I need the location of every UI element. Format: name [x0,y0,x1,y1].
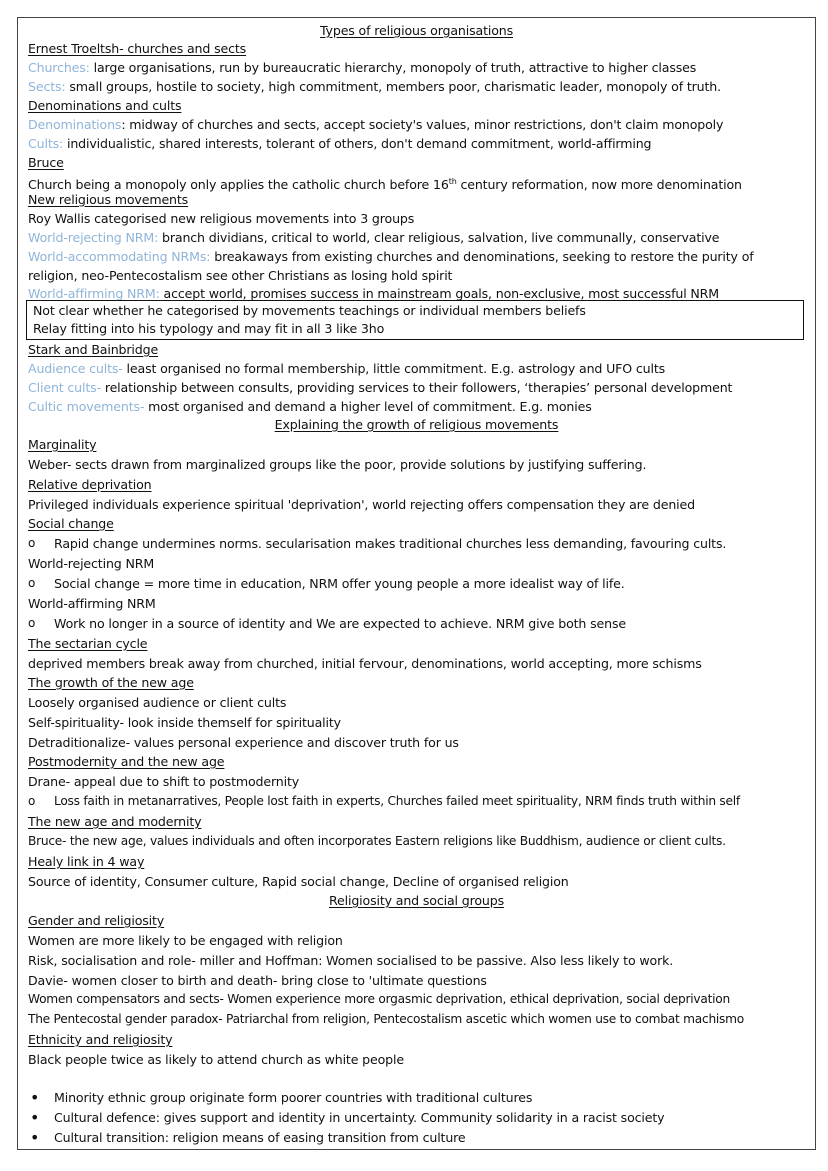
cults-term: Cults: [28,136,64,151]
sectarian-cycle-text: deprived members break away from churched, initial fervour, denominations, world accepting, more schisms [28,656,702,671]
world-affirming-definition: World-affirming NRM: accept world, promises success in mainstream goals, non-exclusive, most successful NRM [28,286,719,301]
criticism-line-2: Relay fitting into his typology and may fit in all 3 like 3ho [33,321,385,336]
denominations-term: Denominations [28,117,122,132]
modernity-heading: The new age and modernity [28,814,202,829]
relative-deprivation-text: Privileged individuals experience spiritual 'deprivation', world rejecting offers compensation they are denied [28,497,695,512]
cultic-movements-definition: Cultic movements- most organised and demand a higher level of commitment. E.g. monies [28,399,592,414]
world-accommodating-definition: World-accommodating NRMs: breakaways from existing churches and denominations, seeking to restore the purity of [28,249,754,264]
document-page [17,17,816,1150]
cultic-movements-term: Cultic movements- [28,399,145,414]
gender-line-4: Women compensators and sects- Women experience more orgasmic deprivation, ethical deprivation, social deprivation [28,992,730,1006]
ethnicity-bullet: • Minority ethnic group originate form poorer countries with traditional cultures [28,1088,811,1107]
new-age-heading: The growth of the new age [28,675,194,690]
sectarian-cycle-heading: The sectarian cycle [28,636,148,651]
audience-cults-term: Audience cults- [28,361,123,376]
cults-definition: Cults: individualistic, shared interests, tolerant of others, don't demand commitment, world-affirming [28,136,652,151]
nrm-intro: Roy Wallis categorised new religious movements into 3 groups [28,211,415,226]
marginality-text: Weber- sects drawn from marginalized groups like the poor, provide solutions by justifying suffering. [28,457,647,472]
world-accommodating-continued: religion, neo-Pentecostalism see other Christians as losing hold spirit [28,268,453,283]
gender-line-1: Women are more likely to be engaged with religion [28,933,343,948]
client-cults-definition: Client cults- relationship between consults, providing services to their followers, ‘therapies’ personal development [28,380,733,395]
world-affirming-term: World-affirming NRM: [28,286,160,301]
gender-line-2: Risk, socialisation and role- miller and Hoffman: Women socialised to be passive. Also less likely to work. [28,953,674,968]
page-title: Types of religious organisations [319,23,514,38]
sects-term: Sects: [28,79,66,94]
ethnicity-bullet: • Cultural transition: religion means of easing transition from culture [28,1128,811,1147]
client-cults-term: Client cults- [28,380,101,395]
world-rejecting-bullet: o Social change = more time in education, NRM offer young people a more idealist way of life. [28,574,811,593]
bruce-text: Church being a monopoly only applies the catholic church before 16th century reformation, now more denomination [28,177,742,193]
world-rejecting-label: World-rejecting NRM [28,556,155,571]
social-change-bullet: o Rapid change undermines norms. secularisation makes traditional churches less demanding, favouring cults. [28,534,811,553]
stark-heading: Stark and Bainbridge [28,342,159,357]
nrm-heading: New religious movements [28,192,189,207]
new-age-line-3: Detraditionalize- values personal experience and discover truth for us [28,735,459,750]
criticism-box [26,300,804,340]
relative-deprivation-heading: Relative deprivation [28,477,152,492]
world-rejecting-definition: World-rejecting NRM: branch dividians, critical to world, clear religious, salvation, live communally, conservative [28,230,720,245]
postmodernity-bullet: o Loss faith in metanarratives, People lost faith in experts, Churches failed meet spirituality, NRM finds truth within self [28,792,811,811]
churches-definition: Churches: large organisations, run by bureaucratic hierarchy, monopoly of truth, attractive to higher classes [28,60,697,75]
audience-cults-definition: Audience cults- least organised no formal membership, little commitment. E.g. astrology and UFO cults [28,361,666,376]
troeltsch-heading: Ernest Troeltsh- churches and sects [28,41,247,56]
ethnicity-heading: Ethnicity and religiosity [28,1032,173,1047]
religiosity-title: Religiosity and social groups [329,893,504,908]
world-affirming-label: World-affirming NRM [28,596,156,611]
denominations-definition: Denominations: midway of churches and sects, accept society's values, minor restrictions, don't claim monopoly [28,117,724,132]
gender-line-5: The Pentecostal gender paradox- Patriarchal from religion, Pentecostalism ascetic which women use to combat machismo [28,1012,744,1026]
marginality-heading: Marginality [28,437,97,452]
denominations-cults-heading: Denominations and cults [28,98,182,113]
world-accommodating-term: World-accommodating NRMs: [28,249,211,264]
criticism-line-1: Not clear whether he categorised by movements teachings or individual members beliefs [33,303,586,318]
postmodernity-text: Drane- appeal due to shift to postmodernity [28,774,300,789]
ethnicity-bullet: • Cultural defence: gives support and identity in uncertainty. Community solidarity in a racist society [28,1108,811,1127]
gender-heading: Gender and religiosity [28,913,165,928]
new-age-line-1: Loosely organised audience or client cults [28,695,287,710]
growth-title: Explaining the growth of religious movements [274,417,559,432]
bruce-heading: Bruce [28,155,64,170]
world-affirming-bullet: o Work no longer in a source of identity and We are expected to achieve. NRM give both sense [28,614,811,633]
world-rejecting-term: World-rejecting NRM: [28,230,159,245]
ethnicity-text: Black people twice as likely to attend church as white people [28,1052,404,1067]
sects-definition: Sects: small groups, hostile to society, high commitment, members poor, charismatic leader, monopoly of truth. [28,79,721,94]
gender-line-3: Davie- women closer to birth and death- bring close to 'ultimate questions [28,973,487,988]
social-change-heading: Social change [28,516,114,531]
new-age-line-2: Self-spirituality- look inside themself for spirituality [28,715,341,730]
healy-heading: Healy link in 4 way [28,854,145,869]
healy-text: Source of identity, Consumer culture, Rapid social change, Decline of organised religion [28,874,569,889]
postmodernity-heading: Postmodernity and the new age [28,754,225,769]
modernity-text: Bruce- the new age, values individuals and often incorporates Eastern religions like Buddhism, audience or client cults. [28,834,726,848]
churches-term: Churches: [28,60,90,75]
